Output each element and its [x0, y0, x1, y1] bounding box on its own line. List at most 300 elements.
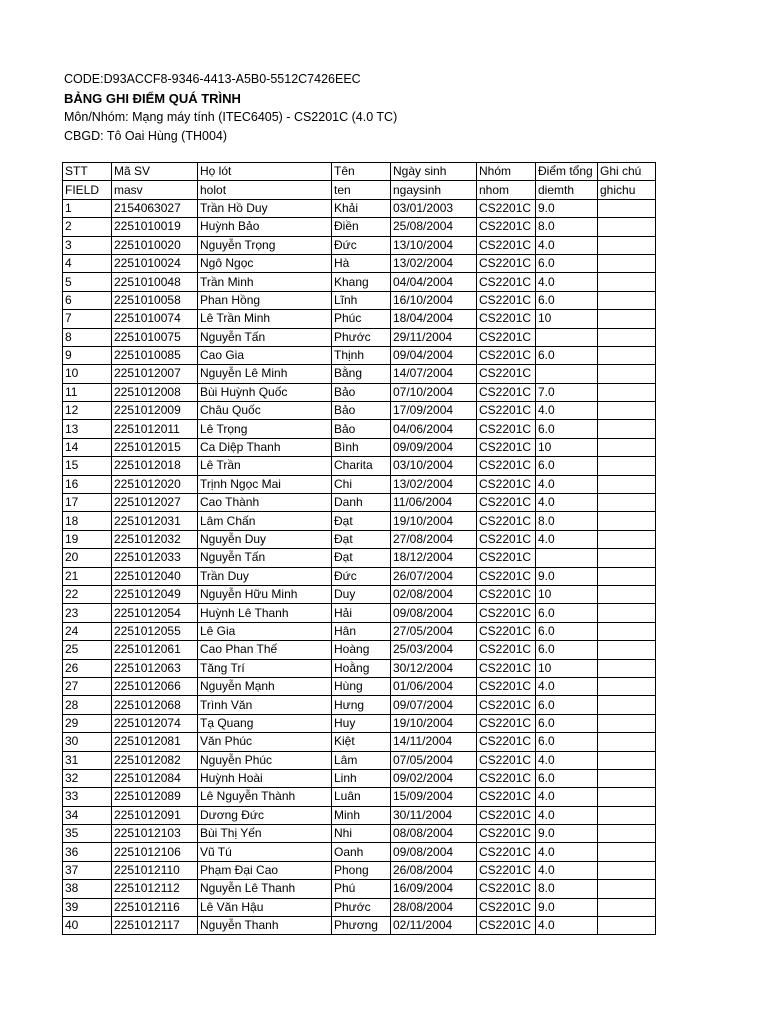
student-id-cell: 2251012032 [112, 530, 198, 548]
note-cell: ghichu [598, 181, 656, 199]
middle-name-cell: Nguyễn Trọng [198, 236, 332, 254]
middle-name-cell: Lê Trần Minh [198, 310, 332, 328]
total-score-cell: 4.0 [536, 788, 598, 806]
student-id-cell: 2251010020 [112, 236, 198, 254]
stt-cell: 25 [63, 641, 112, 659]
total-score-cell: 6.0 [536, 733, 598, 751]
first-name-cell: Phú [332, 880, 391, 898]
student-id-cell: 2251012068 [112, 696, 198, 714]
stt-cell: 34 [63, 806, 112, 824]
total-score-cell: 9.0 [536, 825, 598, 843]
first-name-cell: Huy [332, 714, 391, 732]
middle-name-cell: Họ lót [198, 163, 332, 181]
student-id-cell: 2251010024 [112, 254, 198, 272]
student-id-cell: 2251012049 [112, 585, 198, 603]
stt-cell: 8 [63, 328, 112, 346]
first-name-cell: Hoàng [332, 641, 391, 659]
middle-name-cell: Nguyễn Mạnh [198, 677, 332, 695]
table-row [63, 512, 656, 530]
total-score-cell: 8.0 [536, 512, 598, 530]
total-score-cell: 6.0 [536, 291, 598, 309]
table-row [63, 346, 656, 364]
table-row [63, 567, 656, 585]
total-score-cell: 4.0 [536, 494, 598, 512]
birth-date-cell: 14/11/2004 [391, 733, 477, 751]
table-row [63, 530, 656, 548]
middle-name-cell: Trần Hồ Duy [198, 199, 332, 217]
birth-date-cell: 19/10/2004 [391, 714, 477, 732]
birth-date-cell: 27/05/2004 [391, 622, 477, 640]
stt-cell: 35 [63, 825, 112, 843]
middle-name-cell: Nguyễn Tấn [198, 549, 332, 567]
middle-name-cell: Trần Duy [198, 567, 332, 585]
birth-date-cell: Ngày sinh [391, 163, 477, 181]
student-id-cell: 2251010075 [112, 328, 198, 346]
middle-name-cell: Cao Thành [198, 494, 332, 512]
group-cell: nhom [477, 181, 536, 199]
stt-cell: 12 [63, 402, 112, 420]
first-name-cell: Duy [332, 585, 391, 603]
birth-date-cell: 15/09/2004 [391, 788, 477, 806]
table-row [63, 806, 656, 824]
note-cell [598, 549, 656, 567]
note-cell [598, 880, 656, 898]
table-row [63, 751, 656, 769]
middle-name-cell: Cao Gia [198, 346, 332, 364]
group-cell: CS2201C [477, 696, 536, 714]
middle-name-cell: Phạm Đại Cao [198, 861, 332, 879]
stt-cell: 1 [63, 199, 112, 217]
grades-table-body [63, 163, 656, 935]
birth-date-cell: 25/03/2004 [391, 641, 477, 659]
note-cell [598, 622, 656, 640]
total-score-cell: 9.0 [536, 898, 598, 916]
table-row [63, 457, 656, 475]
middle-name-cell: Tạ Quang [198, 714, 332, 732]
total-score-cell: 4.0 [536, 530, 598, 548]
student-id-cell: 2251012116 [112, 898, 198, 916]
student-id-cell: 2251012015 [112, 438, 198, 456]
note-cell [598, 567, 656, 585]
birth-date-cell: 04/06/2004 [391, 420, 477, 438]
group-cell: CS2201C [477, 677, 536, 695]
total-score-cell: 8.0 [536, 880, 598, 898]
middle-name-cell: Vũ Tú [198, 843, 332, 861]
group-cell: CS2201C [477, 383, 536, 401]
total-score-cell: 6.0 [536, 604, 598, 622]
table-row [63, 254, 656, 272]
stt-cell: STT [63, 163, 112, 181]
document-title: BẢNG GHI ĐIỂM QUÁ TRÌNH [64, 91, 241, 106]
note-cell [598, 641, 656, 659]
student-id-cell: 2251012054 [112, 604, 198, 622]
note-cell [598, 530, 656, 548]
first-name-cell: Phong [332, 861, 391, 879]
student-id-cell: 2251012011 [112, 420, 198, 438]
table-row [63, 585, 656, 603]
note-cell: Ghi chú [598, 163, 656, 181]
stt-cell: 4 [63, 254, 112, 272]
group-cell: CS2201C [477, 714, 536, 732]
note-cell [598, 346, 656, 364]
middle-name-cell: Lê Gia [198, 622, 332, 640]
group-cell: CS2201C [477, 402, 536, 420]
document-code: CODE:D93ACCF8-9346-4413-A5B0-5512C7426EEC [64, 72, 361, 86]
birth-date-cell: 02/08/2004 [391, 585, 477, 603]
birth-date-cell: 08/08/2004 [391, 825, 477, 843]
middle-name-cell: Nguyễn Lê Minh [198, 365, 332, 383]
note-cell [598, 475, 656, 493]
group-cell: CS2201C [477, 641, 536, 659]
group-cell: CS2201C [477, 769, 536, 787]
note-cell [598, 751, 656, 769]
student-id-cell: 2251012106 [112, 843, 198, 861]
birth-date-cell: 26/07/2004 [391, 567, 477, 585]
first-name-cell: Phúc [332, 310, 391, 328]
birth-date-cell: 16/10/2004 [391, 291, 477, 309]
first-name-cell: Đức [332, 236, 391, 254]
table-row [63, 494, 656, 512]
first-name-cell: Điền [332, 218, 391, 236]
total-score-cell: 4.0 [536, 475, 598, 493]
table-row [63, 861, 656, 879]
middle-name-cell: Tăng Trí [198, 659, 332, 677]
stt-cell: 9 [63, 346, 112, 364]
middle-name-cell: Cao Phan Thế [198, 641, 332, 659]
group-cell: CS2201C [477, 585, 536, 603]
group-cell: CS2201C [477, 861, 536, 879]
birth-date-cell: 25/08/2004 [391, 218, 477, 236]
note-cell [598, 917, 656, 935]
birth-date-cell: 17/09/2004 [391, 402, 477, 420]
stt-cell: 10 [63, 365, 112, 383]
table-row [63, 917, 656, 935]
middle-name-cell: Văn Phúc [198, 733, 332, 751]
first-name-cell: Đức [332, 567, 391, 585]
birth-date-cell: 09/07/2004 [391, 696, 477, 714]
first-name-cell: Hưng [332, 696, 391, 714]
birth-date-cell: 27/08/2004 [391, 530, 477, 548]
group-cell: CS2201C [477, 457, 536, 475]
table-row [63, 677, 656, 695]
note-cell [598, 512, 656, 530]
total-score-cell: 10 [536, 585, 598, 603]
stt-cell: 36 [63, 843, 112, 861]
table-row [63, 549, 656, 567]
birth-date-cell: 16/09/2004 [391, 880, 477, 898]
birth-date-cell: 09/02/2004 [391, 769, 477, 787]
group-cell: CS2201C [477, 549, 536, 567]
birth-date-cell: 18/04/2004 [391, 310, 477, 328]
grades-table [62, 162, 656, 935]
stt-cell: 32 [63, 769, 112, 787]
table-row [63, 273, 656, 291]
group-cell: CS2201C [477, 254, 536, 272]
stt-cell: 19 [63, 530, 112, 548]
note-cell [598, 199, 656, 217]
lecturer-line: CBGD: Tô Oai Hùng (TH004) [64, 129, 228, 143]
group-cell: CS2201C [477, 733, 536, 751]
stt-cell: 7 [63, 310, 112, 328]
middle-name-cell: Phan Hồng [198, 291, 332, 309]
group-cell: CS2201C [477, 218, 536, 236]
group-cell: Nhóm [477, 163, 536, 181]
table-row [63, 898, 656, 916]
total-score-cell: 6.0 [536, 641, 598, 659]
stt-cell: 6 [63, 291, 112, 309]
group-cell: CS2201C [477, 236, 536, 254]
total-score-cell: 4.0 [536, 402, 598, 420]
middle-name-cell: Trần Minh [198, 273, 332, 291]
table-row [63, 236, 656, 254]
total-score-cell: 4.0 [536, 273, 598, 291]
note-cell [598, 273, 656, 291]
birth-date-cell: 11/06/2004 [391, 494, 477, 512]
student-id-cell: 2251012110 [112, 861, 198, 879]
birth-date-cell: 01/06/2004 [391, 677, 477, 695]
group-cell: CS2201C [477, 843, 536, 861]
note-cell [598, 218, 656, 236]
total-score-cell: 8.0 [536, 218, 598, 236]
stt-cell: 31 [63, 751, 112, 769]
total-score-cell: 6.0 [536, 420, 598, 438]
student-id-cell: 2251012027 [112, 494, 198, 512]
stt-cell: 21 [63, 567, 112, 585]
birth-date-cell: 03/10/2004 [391, 457, 477, 475]
birth-date-cell: 29/11/2004 [391, 328, 477, 346]
middle-name-cell: Huỳnh Bảo [198, 218, 332, 236]
middle-name-cell: Trình Văn [198, 696, 332, 714]
total-score-cell: 6.0 [536, 457, 598, 475]
first-name-cell: Hải [332, 604, 391, 622]
stt-cell: 24 [63, 622, 112, 640]
stt-cell: 26 [63, 659, 112, 677]
middle-name-cell: Huỳnh Lê Thanh [198, 604, 332, 622]
table-row [63, 733, 656, 751]
birth-date-cell: 18/12/2004 [391, 549, 477, 567]
header-row [63, 163, 656, 181]
table-row [63, 199, 656, 217]
stt-cell: 23 [63, 604, 112, 622]
table-row [63, 291, 656, 309]
table-row [63, 218, 656, 236]
group-cell: CS2201C [477, 530, 536, 548]
student-id-cell: 2251012117 [112, 917, 198, 935]
first-name-cell: Phương [332, 917, 391, 935]
note-cell [598, 714, 656, 732]
birth-date-cell: 09/09/2004 [391, 438, 477, 456]
middle-name-cell: Nguyễn Tấn [198, 328, 332, 346]
middle-name-cell: Nguyễn Thanh [198, 917, 332, 935]
middle-name-cell: Lê Trọng [198, 420, 332, 438]
first-name-cell: Lĩnh [332, 291, 391, 309]
total-score-cell: 10 [536, 659, 598, 677]
first-name-cell: Phước [332, 328, 391, 346]
birth-date-cell: 02/11/2004 [391, 917, 477, 935]
total-score-cell: 6.0 [536, 769, 598, 787]
group-cell: CS2201C [477, 788, 536, 806]
first-name-cell: Linh [332, 769, 391, 787]
group-cell: CS2201C [477, 291, 536, 309]
middle-name-cell: Lê Trần [198, 457, 332, 475]
table-row [63, 438, 656, 456]
group-cell: CS2201C [477, 365, 536, 383]
note-cell [598, 696, 656, 714]
middle-name-cell: Nguyễn Phúc [198, 751, 332, 769]
group-cell: CS2201C [477, 494, 536, 512]
total-score-cell: 7.0 [536, 383, 598, 401]
birth-date-cell: ngaysinh [391, 181, 477, 199]
group-cell: CS2201C [477, 346, 536, 364]
student-id-cell: 2154063027 [112, 199, 198, 217]
table-row [63, 825, 656, 843]
group-cell: CS2201C [477, 273, 536, 291]
birth-date-cell: 30/12/2004 [391, 659, 477, 677]
total-score-cell: 4.0 [536, 751, 598, 769]
student-id-cell: 2251010074 [112, 310, 198, 328]
student-id-cell: masv [112, 181, 198, 199]
student-id-cell: 2251012084 [112, 769, 198, 787]
total-score-cell: diemth [536, 181, 598, 199]
student-id-cell: 2251012009 [112, 402, 198, 420]
table-row [63, 328, 656, 346]
first-name-cell: Minh [332, 806, 391, 824]
total-score-cell: 10 [536, 438, 598, 456]
note-cell [598, 585, 656, 603]
stt-cell: 17 [63, 494, 112, 512]
first-name-cell: Chi [332, 475, 391, 493]
middle-name-cell: Nguyễn Lê Thanh [198, 880, 332, 898]
stt-cell: 22 [63, 585, 112, 603]
note-cell [598, 898, 656, 916]
middle-name-cell: Nguyễn Duy [198, 530, 332, 548]
birth-date-cell: 04/04/2004 [391, 273, 477, 291]
first-name-cell: Lâm [332, 751, 391, 769]
middle-name-cell: Bùi Thị Yến [198, 825, 332, 843]
student-id-cell: 2251012089 [112, 788, 198, 806]
table-row [63, 696, 656, 714]
first-name-cell: Khải [332, 199, 391, 217]
total-score-cell: 4.0 [536, 806, 598, 824]
table-row [63, 843, 656, 861]
note-cell [598, 861, 656, 879]
stt-cell: 3 [63, 236, 112, 254]
stt-cell: 30 [63, 733, 112, 751]
total-score-cell: 9.0 [536, 199, 598, 217]
note-cell [598, 328, 656, 346]
middle-name-cell: Dương Đức [198, 806, 332, 824]
field-row [63, 181, 656, 199]
student-id-cell: 2251012081 [112, 733, 198, 751]
table-row [63, 475, 656, 493]
stt-cell: 5 [63, 273, 112, 291]
first-name-cell: Đạt [332, 549, 391, 567]
first-name-cell: Đạt [332, 512, 391, 530]
stt-cell: 27 [63, 677, 112, 695]
table-row [63, 880, 656, 898]
group-cell: CS2201C [477, 898, 536, 916]
note-cell [598, 402, 656, 420]
middle-name-cell: Lê Văn Hậu [198, 898, 332, 916]
first-name-cell: ten [332, 181, 391, 199]
table-row [63, 365, 656, 383]
group-cell: CS2201C [477, 880, 536, 898]
student-id-cell: 2251012074 [112, 714, 198, 732]
birth-date-cell: 28/08/2004 [391, 898, 477, 916]
total-score-cell [536, 365, 598, 383]
table-row [63, 622, 656, 640]
student-id-cell: 2251010058 [112, 291, 198, 309]
middle-name-cell: Trịnh Ngọc Mai [198, 475, 332, 493]
table-row [63, 383, 656, 401]
group-cell: CS2201C [477, 328, 536, 346]
middle-name-cell: Ca Diệp Thanh [198, 438, 332, 456]
student-id-cell: 2251012055 [112, 622, 198, 640]
first-name-cell: Charita [332, 457, 391, 475]
total-score-cell: 4.0 [536, 843, 598, 861]
middle-name-cell: Ngô Ngọc [198, 254, 332, 272]
first-name-cell: Hà [332, 254, 391, 272]
note-cell [598, 604, 656, 622]
note-cell [598, 254, 656, 272]
note-cell [598, 438, 656, 456]
stt-cell: FIELD [63, 181, 112, 199]
first-name-cell: Oanh [332, 843, 391, 861]
first-name-cell: Hoằng [332, 659, 391, 677]
total-score-cell: 6.0 [536, 696, 598, 714]
total-score-cell: 9.0 [536, 567, 598, 585]
group-cell: CS2201C [477, 604, 536, 622]
total-score-cell: 4.0 [536, 917, 598, 935]
first-name-cell: Nhi [332, 825, 391, 843]
student-id-cell: 2251012033 [112, 549, 198, 567]
middle-name-cell: Bùi Huỳnh Quốc [198, 383, 332, 401]
subject-line: Môn/Nhóm: Mạng máy tính (ITEC6405) - CS2201C (4.0 TC) [64, 110, 398, 124]
table-row [63, 641, 656, 659]
student-id-cell: 2251010085 [112, 346, 198, 364]
student-id-cell: 2251012103 [112, 825, 198, 843]
birth-date-cell: 07/05/2004 [391, 751, 477, 769]
note-cell [598, 733, 656, 751]
first-name-cell: Kiệt [332, 733, 391, 751]
stt-cell: 33 [63, 788, 112, 806]
birth-date-cell: 13/02/2004 [391, 254, 477, 272]
total-score-cell: 6.0 [536, 346, 598, 364]
note-cell [598, 788, 656, 806]
note-cell [598, 291, 656, 309]
group-cell: CS2201C [477, 475, 536, 493]
stt-cell: 40 [63, 917, 112, 935]
note-cell [598, 677, 656, 695]
student-id-cell: 2251012018 [112, 457, 198, 475]
group-cell: CS2201C [477, 751, 536, 769]
first-name-cell: Bằng [332, 365, 391, 383]
first-name-cell: Thịnh [332, 346, 391, 364]
birth-date-cell: 07/10/2004 [391, 383, 477, 401]
group-cell: CS2201C [477, 310, 536, 328]
document-header [64, 70, 397, 146]
group-cell: CS2201C [477, 806, 536, 824]
total-score-cell: 4.0 [536, 677, 598, 695]
student-id-cell: 2251012020 [112, 475, 198, 493]
table-row [63, 402, 656, 420]
note-cell [598, 420, 656, 438]
total-score-cell [536, 328, 598, 346]
group-cell: CS2201C [477, 622, 536, 640]
birth-date-cell: 14/07/2004 [391, 365, 477, 383]
student-id-cell: 2251012031 [112, 512, 198, 530]
birth-date-cell: 13/02/2004 [391, 475, 477, 493]
